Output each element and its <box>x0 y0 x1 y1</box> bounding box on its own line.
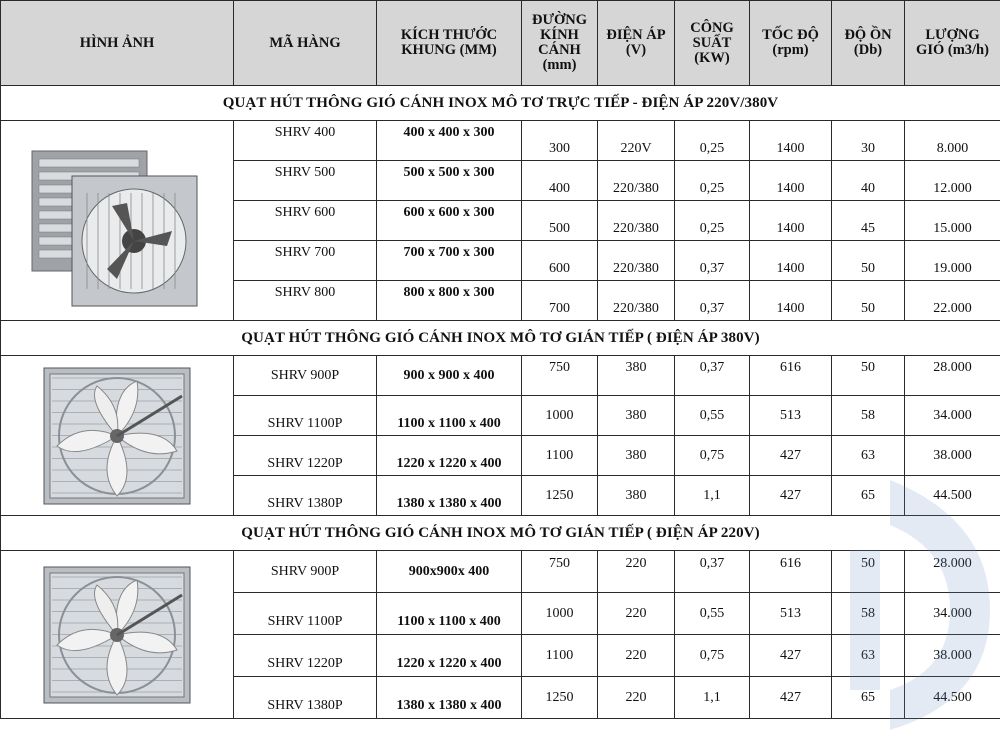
cell-airflow <box>905 436 1000 476</box>
cell-speed <box>750 593 832 635</box>
cell-voltage <box>598 635 675 677</box>
cell-blade <box>522 121 598 161</box>
cell-airflow <box>905 121 1000 161</box>
airflow-value: 12.000 <box>933 180 972 196</box>
frame-value: 500 x 500 x 300 <box>403 164 495 180</box>
cell-airflow <box>905 593 1000 635</box>
power-value: 0,37 <box>699 300 725 316</box>
cell-airflow <box>905 476 1000 516</box>
cell-frame <box>377 121 522 161</box>
cell-power <box>675 476 750 516</box>
cell-voltage <box>598 677 675 719</box>
cell-voltage <box>598 436 675 476</box>
cell-code <box>234 281 377 321</box>
cell-blade <box>522 551 598 593</box>
col-header-code: MÃ HÀNG <box>234 1 377 86</box>
cell-speed <box>750 677 832 719</box>
code-value: SHRV 400 <box>274 124 336 140</box>
code-value: SHRV 900P <box>270 563 340 579</box>
blade-value: 600 <box>549 260 570 276</box>
speed-value: 1400 <box>776 220 805 236</box>
noise-value: 40 <box>861 180 875 196</box>
power-value: 0,25 <box>699 140 725 156</box>
cell-blade <box>522 436 598 476</box>
voltage-value: 220/380 <box>613 260 659 276</box>
cell-voltage <box>598 161 675 201</box>
cell-airflow <box>905 241 1000 281</box>
cell-code <box>234 121 377 161</box>
airflow-value: 38.000 <box>933 447 972 463</box>
airflow-value: 44.500 <box>933 487 972 503</box>
cell-airflow <box>905 635 1000 677</box>
blade-value: 400 <box>549 180 570 196</box>
cell-code <box>234 677 377 719</box>
cell-speed <box>750 201 832 241</box>
cell-noise <box>832 476 905 516</box>
cell-code <box>234 476 377 516</box>
airflow-value: 15.000 <box>933 220 972 236</box>
cell-blade <box>522 201 598 241</box>
cell-speed <box>750 281 832 321</box>
cell-code <box>234 161 377 201</box>
col-header-speed: TỐC ĐỘ (rpm) <box>750 1 832 86</box>
cell-noise <box>832 356 905 396</box>
power-value: 0,25 <box>699 180 725 196</box>
cell-blade <box>522 635 598 677</box>
voltage-value: 220/380 <box>613 180 659 196</box>
speed-value: 616 <box>780 555 801 571</box>
speed-value: 1400 <box>776 140 805 156</box>
speed-value: 513 <box>780 605 801 621</box>
cell-noise <box>832 677 905 719</box>
code-value: SHRV 500 <box>274 164 336 180</box>
box-fan-with-louvers-icon <box>27 131 207 311</box>
cell-blade <box>522 677 598 719</box>
product-image <box>1 356 234 516</box>
noise-value: 58 <box>861 605 875 621</box>
code-value: SHRV 800 <box>274 284 336 300</box>
section-title: QUẠT HÚT THÔNG GIÓ CÁNH INOX MÔ TƠ GIÁN TIẾP ( ĐIỆN ÁP 220V) <box>1 516 1000 551</box>
cell-power <box>675 436 750 476</box>
cell-noise <box>832 161 905 201</box>
frame-value: 1380 x 1380 x 400 <box>396 697 502 713</box>
cell-noise <box>832 551 905 593</box>
airflow-value: 38.000 <box>933 647 972 663</box>
frame-value: 400 x 400 x 300 <box>403 124 495 140</box>
power-value: 0,55 <box>699 605 725 621</box>
cell-airflow <box>905 281 1000 321</box>
cell-airflow <box>905 161 1000 201</box>
speed-value: 513 <box>780 407 801 423</box>
code-value: SHRV 1100P <box>267 613 343 629</box>
blade-value: 1250 <box>545 689 574 705</box>
cell-speed <box>750 436 832 476</box>
cell-power <box>675 201 750 241</box>
cell-power <box>675 241 750 281</box>
noise-value: 50 <box>861 359 875 375</box>
voltage-value: 380 <box>625 487 647 503</box>
blade-value: 1100 <box>545 647 574 663</box>
cell-code <box>234 635 377 677</box>
power-value: 0,37 <box>699 555 725 571</box>
noise-value: 58 <box>861 407 875 423</box>
blade-value: 1100 <box>545 447 574 463</box>
speed-value: 1400 <box>776 180 805 196</box>
cell-airflow <box>905 551 1000 593</box>
frame-value: 700 x 700 x 300 <box>403 244 495 260</box>
power-value: 0,55 <box>699 407 725 423</box>
cell-speed <box>750 476 832 516</box>
cell-frame <box>377 281 522 321</box>
cell-blade <box>522 241 598 281</box>
col-header-frame: KÍCH THƯỚC KHUNG (MM) <box>377 1 522 86</box>
cell-voltage <box>598 593 675 635</box>
cell-frame <box>377 161 522 201</box>
airflow-value: 8.000 <box>936 140 969 156</box>
blade-value: 750 <box>549 555 570 571</box>
voltage-value: 220 <box>625 689 647 705</box>
cell-code <box>234 436 377 476</box>
cell-speed <box>750 161 832 201</box>
voltage-value: 220 <box>625 555 647 571</box>
col-header-voltage: ĐIỆN ÁP (V) <box>598 1 675 86</box>
voltage-value: 380 <box>625 407 647 423</box>
cell-blade <box>522 593 598 635</box>
col-header-image: HÌNH ẢNH <box>1 1 234 86</box>
cell-voltage <box>598 551 675 593</box>
airflow-value: 44.500 <box>933 689 972 705</box>
cell-voltage <box>598 241 675 281</box>
cell-code <box>234 241 377 281</box>
section-title: QUẠT HÚT THÔNG GIÓ CÁNH INOX MÔ TƠ GIÁN TIẾP ( ĐIỆN ÁP 380V) <box>1 321 1000 356</box>
section-title: QUẠT HÚT THÔNG GIÓ CÁNH INOX MÔ TƠ TRỰC TIẾP - ĐIỆN ÁP 220V/380V <box>1 86 1000 121</box>
blade-value: 500 <box>549 220 570 236</box>
cell-frame <box>377 201 522 241</box>
cell-speed <box>750 121 832 161</box>
cell-voltage <box>598 121 675 161</box>
frame-value: 1220 x 1220 x 400 <box>396 455 502 471</box>
airflow-value: 34.000 <box>933 407 972 423</box>
blade-value: 1000 <box>545 605 574 621</box>
cell-power <box>675 396 750 436</box>
cell-frame <box>377 593 522 635</box>
voltage-value: 220V <box>620 140 652 156</box>
cell-noise <box>832 635 905 677</box>
voltage-value: 380 <box>625 447 647 463</box>
cell-voltage <box>598 281 675 321</box>
cell-speed <box>750 551 832 593</box>
code-value: SHRV 1380P <box>267 697 343 713</box>
col-header-noise: ĐỘ ỒN (Db) <box>832 1 905 86</box>
speed-value: 1400 <box>776 300 805 316</box>
cell-blade <box>522 476 598 516</box>
cell-code <box>234 593 377 635</box>
product-image <box>1 551 234 719</box>
airflow-value: 19.000 <box>933 260 972 276</box>
cell-noise <box>832 201 905 241</box>
blade-value: 1250 <box>545 487 574 503</box>
section-title-row <box>1 321 1000 356</box>
cell-power <box>675 121 750 161</box>
cell-voltage <box>598 396 675 436</box>
voltage-value: 220 <box>625 605 647 621</box>
cell-code <box>234 201 377 241</box>
cell-voltage <box>598 476 675 516</box>
cell-noise <box>832 281 905 321</box>
section-title-row <box>1 516 1000 551</box>
cell-blade <box>522 356 598 396</box>
table-row <box>1 356 1000 396</box>
power-value: 0,37 <box>699 359 725 375</box>
belt-drive-fan-icon <box>42 565 192 705</box>
cell-code <box>234 356 377 396</box>
frame-value: 1380 x 1380 x 400 <box>396 495 502 511</box>
product-image <box>1 121 234 321</box>
blade-value: 700 <box>549 300 570 316</box>
noise-value: 30 <box>861 140 875 156</box>
cell-speed <box>750 635 832 677</box>
code-value: SHRV 700 <box>274 244 336 260</box>
cell-frame <box>377 551 522 593</box>
cell-power <box>675 635 750 677</box>
code-value: SHRV 1220P <box>267 655 343 671</box>
airflow-value: 22.000 <box>933 300 972 316</box>
speed-value: 1400 <box>776 260 805 276</box>
cell-blade <box>522 281 598 321</box>
cell-power <box>675 551 750 593</box>
cell-speed <box>750 396 832 436</box>
col-header-blade: ĐƯỜNG KÍNH CÁNH (mm) <box>522 1 598 86</box>
section-title-row <box>1 86 1000 121</box>
cell-frame <box>377 356 522 396</box>
noise-value: 63 <box>861 647 875 663</box>
cell-frame <box>377 436 522 476</box>
frame-value: 1100 x 1100 x 400 <box>397 613 501 629</box>
cell-code <box>234 396 377 436</box>
cell-noise <box>832 121 905 161</box>
table-row <box>1 121 1000 161</box>
code-value: SHRV 1380P <box>267 495 343 511</box>
cell-speed <box>750 241 832 281</box>
power-value: 0,25 <box>699 220 725 236</box>
power-value: 0,37 <box>699 260 725 276</box>
airflow-value: 34.000 <box>933 605 972 621</box>
noise-value: 65 <box>861 487 875 503</box>
cell-noise <box>832 436 905 476</box>
blade-value: 300 <box>549 140 570 156</box>
voltage-value: 220 <box>625 647 647 663</box>
speed-value: 427 <box>780 487 801 503</box>
cell-frame <box>377 396 522 436</box>
cell-voltage <box>598 356 675 396</box>
frame-value: 900 x 900 x 400 <box>403 367 495 383</box>
noise-value: 50 <box>861 260 875 276</box>
airflow-value: 28.000 <box>933 359 972 375</box>
cell-blade <box>522 161 598 201</box>
voltage-value: 220/380 <box>613 300 659 316</box>
cell-airflow <box>905 677 1000 719</box>
cell-noise <box>832 241 905 281</box>
speed-value: 427 <box>780 689 801 705</box>
noise-value: 50 <box>861 300 875 316</box>
power-value: 1,1 <box>703 689 721 705</box>
frame-value: 1220 x 1220 x 400 <box>396 655 502 671</box>
code-value: SHRV 1220P <box>267 455 343 471</box>
belt-drive-fan-icon <box>42 366 192 506</box>
header-row <box>1 1 1000 86</box>
power-value: 0,75 <box>699 447 725 463</box>
cell-power <box>675 593 750 635</box>
cell-voltage <box>598 201 675 241</box>
noise-value: 50 <box>861 555 875 571</box>
cell-frame <box>377 677 522 719</box>
frame-value: 1100 x 1100 x 400 <box>397 415 501 431</box>
noise-value: 45 <box>861 220 875 236</box>
noise-value: 63 <box>861 447 875 463</box>
frame-value: 900x900x 400 <box>408 563 490 579</box>
frame-value: 800 x 800 x 300 <box>403 284 495 300</box>
cell-airflow <box>905 356 1000 396</box>
voltage-value: 220/380 <box>613 220 659 236</box>
speed-value: 427 <box>780 647 801 663</box>
cell-frame <box>377 241 522 281</box>
frame-value: 600 x 600 x 300 <box>403 204 495 220</box>
table-row <box>1 551 1000 593</box>
cell-noise <box>832 396 905 436</box>
cell-power <box>675 356 750 396</box>
cell-frame <box>377 476 522 516</box>
col-header-power: CÔNG SUẤT (KW) <box>675 1 750 86</box>
cell-power <box>675 677 750 719</box>
power-value: 1,1 <box>703 487 721 503</box>
code-value: SHRV 900P <box>270 367 340 383</box>
cell-blade <box>522 396 598 436</box>
blade-value: 1000 <box>545 407 574 423</box>
col-header-airflow: LƯỢNG GIÓ (m3/h) <box>905 1 1000 86</box>
cell-power <box>675 161 750 201</box>
airflow-value: 28.000 <box>933 555 972 571</box>
cell-frame <box>377 635 522 677</box>
cell-code <box>234 551 377 593</box>
code-value: SHRV 1100P <box>267 415 343 431</box>
code-value: SHRV 600 <box>274 204 336 220</box>
power-value: 0,75 <box>699 647 725 663</box>
cell-airflow <box>905 396 1000 436</box>
cell-speed <box>750 356 832 396</box>
cell-power <box>675 281 750 321</box>
speed-value: 427 <box>780 447 801 463</box>
speed-value: 616 <box>780 359 801 375</box>
voltage-value: 380 <box>625 359 647 375</box>
cell-airflow <box>905 201 1000 241</box>
noise-value: 65 <box>861 689 875 705</box>
blade-value: 750 <box>549 359 570 375</box>
cell-noise <box>832 593 905 635</box>
